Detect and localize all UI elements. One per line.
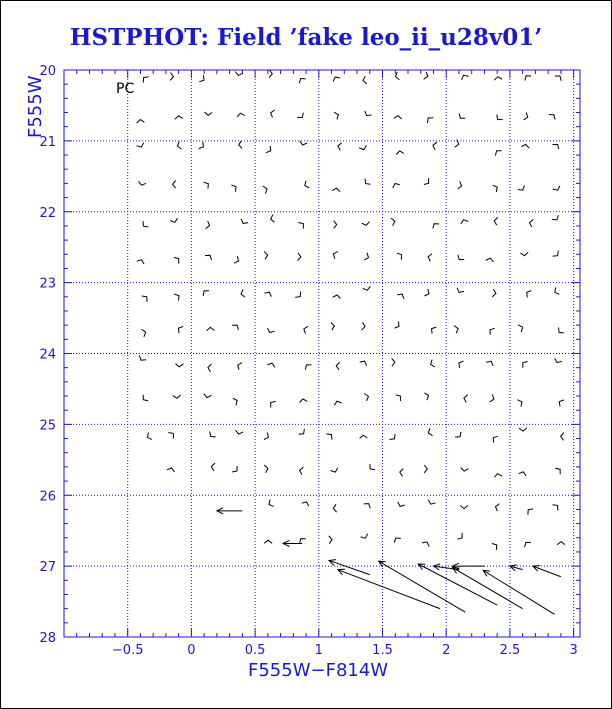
vector-glyph: [299, 429, 305, 434]
vector-glyph: [269, 70, 272, 78]
vector-glyph: [523, 362, 528, 368]
vector-glyph: [557, 542, 565, 545]
vector-glyph: [400, 469, 403, 477]
vector-glyph: [143, 395, 148, 401]
vector-glyph: [493, 185, 498, 192]
vector-glyph: [553, 145, 559, 150]
vector-glyph: [139, 181, 147, 185]
vector-glyph: [232, 325, 238, 330]
vector-glyph: [496, 504, 500, 512]
vector-glyph: [264, 540, 272, 543]
vector-glyph: [370, 464, 375, 470]
vector-glyph: [331, 322, 335, 330]
vector-glyph: [241, 290, 245, 298]
vector-glyph: [211, 463, 215, 471]
vector-glyph: [495, 151, 501, 156]
vector-glyph: [460, 505, 468, 508]
vector-glyph: [295, 292, 300, 298]
grid-lines: [64, 70, 580, 637]
vector-glyph: [207, 327, 215, 330]
vector-glyph: [336, 362, 339, 370]
vector-glyph: [424, 465, 427, 473]
vector-glyph: [397, 294, 404, 299]
vector-glyph: [559, 327, 565, 333]
vector-glyph: [331, 468, 338, 472]
vector-glyph: [235, 72, 243, 76]
vector-glyph: [137, 120, 145, 123]
vector-glyph: [302, 502, 309, 506]
y-tick-label: 23: [39, 276, 56, 292]
y-tick-label: 26: [39, 489, 56, 505]
vector-glyph: [168, 433, 173, 439]
vector-glyph: [492, 289, 496, 297]
vector-glyph: [425, 289, 430, 296]
vector-glyph: [327, 434, 332, 440]
vector-glyph: [492, 544, 497, 550]
x-tick-label: 0.5: [244, 643, 266, 658]
vector-glyph: [305, 365, 311, 370]
vector-glyph: [519, 472, 527, 476]
vector-glyph: [300, 399, 308, 403]
vector-glyph: [457, 533, 462, 539]
vector-glyph: [464, 395, 468, 403]
x-tick-label: 0: [187, 643, 196, 658]
x-tick-label: 2: [442, 643, 451, 658]
vector-glyph: [333, 252, 337, 259]
vector-glyph: [397, 253, 402, 259]
vector-glyph: [232, 466, 237, 472]
axis-ticks: [39, 64, 580, 658]
y-tick-label: 21: [39, 134, 56, 150]
vector-glyph: [271, 215, 275, 223]
y-tick-label: 25: [39, 418, 56, 434]
vector-glyph: [233, 398, 237, 405]
vector-glyph: [518, 185, 525, 190]
vector-glyph: [433, 224, 439, 229]
vector-glyph: [431, 360, 435, 367]
y-tick-label: 28: [39, 631, 56, 646]
vector-glyph: [299, 79, 306, 84]
vector-glyph: [266, 146, 271, 153]
vector-glyph: [264, 465, 268, 473]
vector-glyph: [555, 287, 560, 294]
vector-glyph: [396, 395, 401, 401]
vector-glyph: [392, 358, 395, 366]
vector-glyph: [167, 468, 175, 472]
vector-glyph: [237, 113, 245, 117]
vector-glyph: [459, 361, 464, 368]
vector-glyph: [142, 329, 146, 337]
y-tick-label: 27: [39, 560, 56, 576]
vector-glyph: [555, 358, 562, 362]
vector-glyph: [461, 220, 468, 224]
vector-glyph: [428, 500, 435, 504]
vector-glyph: [204, 112, 212, 115]
vector-glyph: [525, 542, 531, 547]
vector-glyph: [424, 178, 429, 184]
vector-glyph: [271, 401, 276, 407]
vector-glyph: [553, 251, 559, 256]
vector-glyph: [264, 252, 268, 260]
vector-glyph: [300, 467, 304, 475]
vector-glyph: [147, 433, 151, 440]
vector-glyph: [427, 118, 433, 123]
vector-glyph: [170, 218, 177, 222]
vector-glyph: [428, 254, 432, 262]
vector-glyph: [553, 186, 560, 191]
vector-glyph: [364, 253, 368, 260]
vector-glyph: [363, 76, 367, 84]
vector-glyph: [528, 509, 533, 515]
vector-glyph: [553, 505, 558, 511]
vector-glyph: [174, 257, 179, 263]
vector-glyph: [461, 468, 469, 472]
vector-glyph: [486, 258, 494, 262]
vector-glyph: [525, 76, 531, 81]
vector-glyph: [360, 435, 368, 438]
vector-glyph: [238, 363, 242, 370]
x-tick-label: 1: [314, 643, 323, 658]
vector-glyph: [518, 325, 523, 332]
vector-glyph: [455, 140, 459, 148]
vector-glyph: [143, 77, 148, 83]
vector-glyph: [175, 116, 183, 120]
vector-glyph: [561, 433, 564, 441]
vector-glyph: [396, 151, 404, 155]
vector-glyph: [267, 328, 274, 332]
vector-glyph: [361, 322, 365, 330]
vector-glyph: [458, 181, 462, 189]
vector-glyph: [486, 361, 493, 366]
vector-glyph: [365, 179, 370, 185]
vector-arrow: [329, 560, 370, 574]
vector-glyph: [391, 218, 395, 226]
vector-glyph: [236, 430, 244, 434]
vector-glyph: [494, 474, 502, 478]
vector-glyph: [458, 255, 464, 260]
vector-glyph: [493, 436, 498, 443]
vector-glyph: [364, 394, 368, 402]
vector-glyph: [239, 141, 242, 149]
vector-glyph: [520, 252, 528, 256]
vector-glyph: [300, 539, 306, 544]
vector-arrow-head: [483, 570, 490, 576]
chart-title: HSTPHOT: Field ’fake leo_ii_u28v01’: [69, 24, 543, 51]
vector-glyph: [204, 182, 209, 188]
vector-glyph: [234, 256, 238, 263]
vector-glyph: [524, 113, 528, 120]
vector-glyph: [359, 145, 366, 149]
vector-glyph: [176, 364, 184, 367]
vector-glyph: [174, 294, 179, 301]
vector-glyph: [139, 355, 146, 360]
vector-glyph: [264, 433, 269, 440]
y-tick-label: 24: [39, 347, 56, 363]
vector-marks: [137, 70, 565, 615]
x-tick-label: −0.5: [111, 643, 144, 658]
vector-glyph: [269, 500, 274, 507]
vector-glyph: [173, 180, 176, 188]
y-axis-label: F555W: [25, 75, 46, 138]
vector-glyph: [390, 434, 396, 440]
vector-glyph: [393, 184, 400, 188]
vector-glyph: [173, 395, 181, 398]
vector-glyph: [457, 288, 464, 293]
vector-glyph: [552, 215, 559, 220]
vector-glyph: [305, 181, 310, 188]
vector-glyph: [490, 328, 495, 334]
vector-glyph: [433, 142, 437, 150]
vector-glyph: [424, 72, 428, 79]
vector-glyph: [205, 255, 212, 260]
vector-glyph: [271, 110, 275, 117]
vector-glyph: [298, 253, 301, 261]
vector-glyph: [527, 291, 532, 298]
vector-glyph: [362, 222, 370, 226]
vector-glyph: [334, 112, 338, 119]
vector-arrow-head: [453, 568, 460, 574]
x-tick-label: 3: [569, 643, 578, 658]
vector-glyph: [304, 326, 308, 333]
vector-glyph: [549, 115, 555, 120]
vector-glyph: [518, 400, 523, 407]
vector-glyph: [329, 536, 332, 544]
vector-glyph: [455, 432, 461, 437]
vector-glyph: [199, 75, 204, 82]
vector-glyph: [231, 185, 236, 192]
vector-glyph: [490, 394, 494, 402]
vector-glyph: [494, 217, 498, 225]
vector-glyph: [361, 534, 368, 538]
vector-glyph: [428, 428, 432, 436]
vector-glyph: [363, 286, 371, 290]
vector-glyph: [333, 77, 340, 82]
vector-glyph: [137, 260, 144, 264]
vector-glyph: [497, 115, 503, 120]
vector-glyph: [241, 219, 248, 224]
vector-glyph: [559, 400, 564, 407]
x-tick-label: 1.5: [372, 643, 393, 658]
vector-glyph: [208, 364, 212, 372]
vector-glyph: [394, 116, 402, 119]
x-tick-label: 2.5: [499, 643, 521, 658]
vector-glyph: [462, 75, 469, 80]
vector-glyph: [422, 542, 429, 547]
vector-glyph: [170, 73, 173, 81]
vector-glyph: [394, 322, 399, 329]
vector-glyph: [143, 221, 148, 227]
vector-glyph: [206, 221, 210, 229]
vector-glyph: [333, 504, 336, 512]
vector-glyph: [210, 432, 216, 437]
vector-arrow: [338, 570, 440, 609]
y-tick-label: 22: [39, 205, 56, 221]
vector-glyph: [395, 72, 399, 80]
vector-glyph: [519, 428, 527, 431]
vector-glyph: [521, 144, 529, 148]
vector-glyph: [364, 504, 371, 509]
vector-glyph: [360, 361, 367, 366]
vector-glyph: [365, 111, 372, 116]
vector-glyph: [203, 291, 209, 296]
vector-glyph: [338, 143, 342, 151]
vector-glyph: [432, 327, 437, 334]
x-axis-label: F555W−F814W: [248, 660, 389, 681]
vector-glyph: [142, 296, 147, 302]
vector-glyph: [394, 538, 401, 543]
vector-glyph: [263, 186, 267, 194]
vector-glyph: [297, 113, 303, 118]
vector-glyph: [300, 141, 308, 145]
vector-glyph: [333, 295, 341, 299]
vector-glyph: [494, 77, 502, 81]
vector-glyph: [530, 219, 534, 227]
vector-glyph: [332, 188, 340, 192]
vector-glyph: [459, 113, 465, 118]
panel-label: PC: [116, 81, 135, 97]
vector-arrow: [483, 570, 554, 614]
vector-glyph: [178, 327, 183, 334]
vector-glyph: [137, 143, 144, 147]
y-tick-label: 20: [39, 64, 56, 79]
vector-glyph: [267, 363, 275, 367]
vector-glyph: [555, 468, 560, 474]
vector-glyph: [264, 292, 271, 297]
vector-glyph: [334, 221, 337, 229]
vector-glyph: [398, 502, 405, 507]
vector-glyph: [424, 393, 428, 400]
vector-glyph: [454, 326, 458, 334]
vector-glyph: [555, 76, 561, 81]
vector-glyph: [199, 142, 204, 149]
vector-glyph: [334, 401, 342, 405]
vector-glyph: [204, 394, 212, 398]
vector-glyph: [177, 142, 181, 150]
vector-arrow: [533, 566, 561, 577]
vector-glyph: [298, 223, 303, 229]
